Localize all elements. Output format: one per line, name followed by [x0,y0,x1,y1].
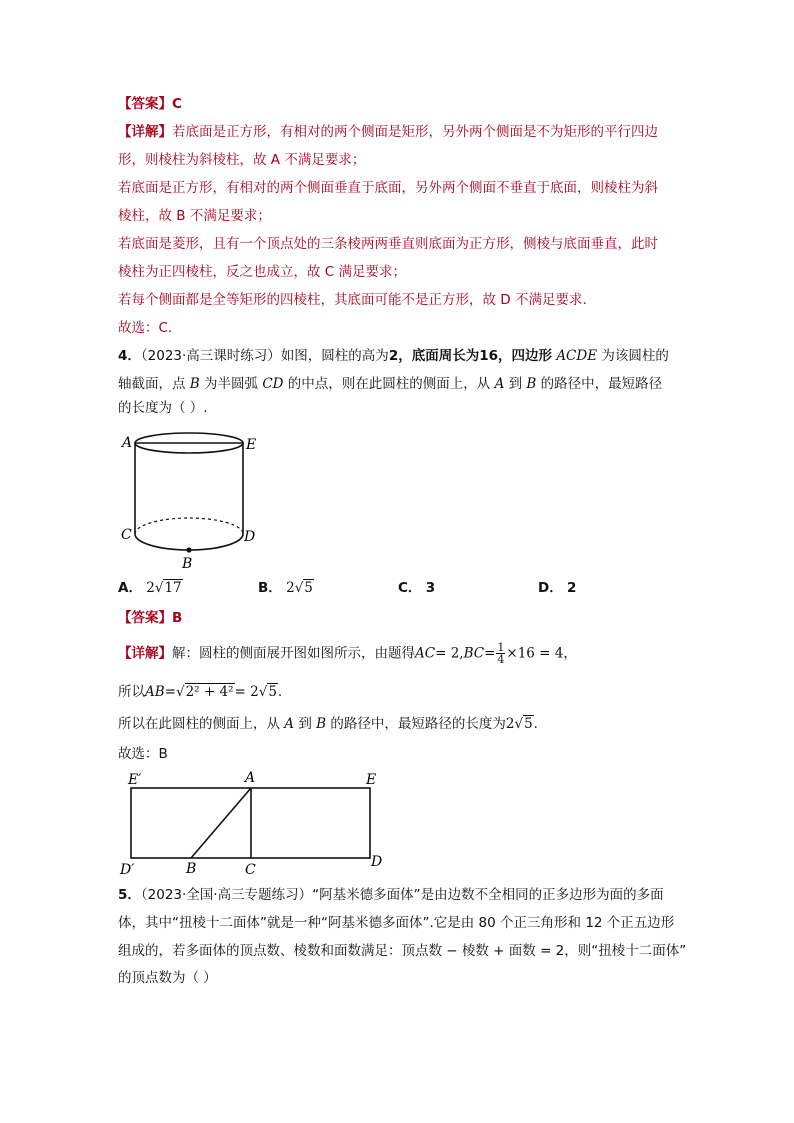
label-d: D [371,854,383,870]
q4-solution-line3: 所以在此圆柱的侧面上，从 A 到 B 的路径中，最短路径的长度为2√5. [118,716,538,732]
q5-stem-line3: 组成的，若多面体的顶点数、棱数和面数满足：顶点数 − 棱数 + 面数 = 2，则“扭棱十二面体” [118,943,687,959]
label-e-prime: E′ [128,772,142,788]
q4-answer-line: 【答案】B [118,610,183,626]
option-d[interactable]: D． 2 [538,580,577,596]
unfolded-lateral-surface-figure [112,766,392,878]
q5-stem-line1: 5．（2023·全国·高三专题练习）“阿基米德多面体”是由边数不全相同的正多边形为面的多面 [118,887,664,903]
question-source: （2023·高三课时练习） [140,348,281,364]
detail-tag: 【详解】 [118,124,172,140]
q4-solution-line2: 所以AB=√2² + 4²= 2√5. [118,684,283,700]
q3-detail-line4: 棱柱，故 B 不满足要求； [118,208,271,224]
label-a: A [122,435,133,451]
question-source: （2023·全国·高三专题练习） [140,887,313,903]
cylinder-bottom-back-arc [135,518,243,534]
q3-choose: 故选：C. [118,320,173,336]
label-e: E [366,772,377,788]
question-number: 5． [118,887,141,903]
label-b: B [182,556,193,572]
answer-tag: 【答案】 [118,96,172,112]
option-c[interactable]: C． 3 [398,580,436,596]
cylinder-figure [112,420,272,575]
segment-ab [191,788,251,858]
q3-detail-line6: 棱柱为正四棱柱，反之也成立，故 C 满足要求； [118,264,407,280]
q5-stem-line2: 体，其中“扭棱十二面体”就是一种“阿基米德多面体”.它是由 80 个正三角形和 12 个正五边形 [118,915,675,931]
q3-detail-line2: 形，则棱柱为斜棱柱，故 A 不满足要求； [118,152,366,168]
label-c: C [121,527,132,543]
q3-detail-line5: 若底面是菱形，且有一个顶点处的三条棱两两垂直则底面为正方形，侧棱与底面垂直，此时 [118,236,658,252]
q4-stem-line2: 轴截面，点 B 为半圆弧 CD 的中点，则在此圆柱的侧面上，从 A 到 B 的路径中，最短路径 [118,376,663,392]
question-number: 4． [118,348,141,364]
q4-solution-line1: 【详解】解：圆柱的侧面展开图如图所示，由题得AC= 2,BC= $\frac{1}{4}$ ×16 = 4， [118,641,577,666]
fraction-one-quarter: $\frac{1}{4}$ [497,641,505,666]
point-b-dot [186,547,191,552]
q5-stem-line4: 的顶点数为（ ） [118,970,217,986]
label-d-prime: D′ [120,862,135,878]
q3-answer-line [118,94,182,114]
label-e: E [246,437,257,453]
label-b: B [186,861,197,877]
q3-detail-line3: 若底面是正方形，有相对的两个侧面垂直于底面，另外两个侧面不垂直于底面，则棱柱为斜 [118,180,658,196]
q4-stem-line1: 4．（2023·高三课时练习）如图，圆柱的高为2，底面周长为16，四边形 ACDE 为该圆柱的 [118,348,669,364]
q3-detail-line7: 若每个侧面都是全等矩形的四棱柱，其底面可能不是正方形，故 D 不满足要求. [118,292,587,308]
label-c: C [245,862,256,878]
q4-choose: 故选：B [118,746,168,762]
option-b[interactable]: B． 2√5 [258,580,313,596]
q4-stem-line3: 的长度为（ ）. [118,400,208,416]
answer-value: C [172,96,182,112]
q3-detail-line1: 【详解】若底面是正方形，有相对的两个侧面是矩形，另外两个侧面是不为矩形的平行四边 [118,124,658,140]
label-d: D [244,529,256,545]
label-a: A [245,770,256,786]
option-a[interactable]: A． 2√17 [118,580,182,596]
